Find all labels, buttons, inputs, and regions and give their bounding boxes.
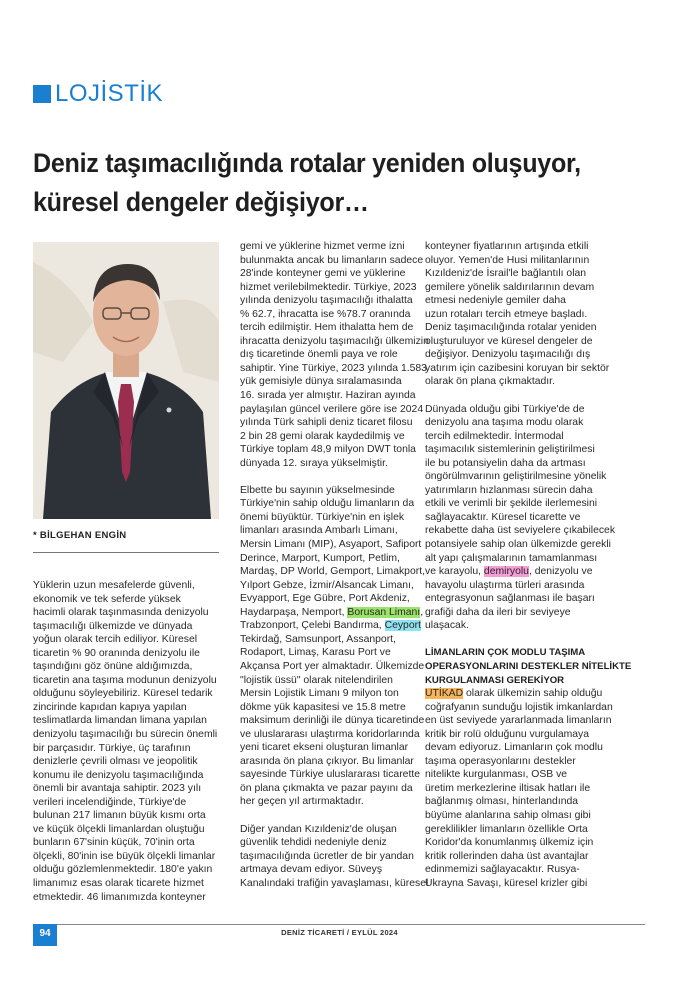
text-line: edinmemizi sağlayacaktır. Rusya-	[425, 864, 580, 876]
text-line: oluşturuluyor ve küresel dengeler de	[425, 335, 593, 347]
text-line: ticaretin ana taşıma modunun denizyolu	[33, 674, 217, 686]
text-line: taşıma operasyonlarını destekler	[425, 755, 576, 767]
text-line: Akçansa Port yer almaktadır. Ülkemizde	[240, 660, 425, 672]
text-line: ile bu potansiyelin daha da artması	[425, 457, 586, 469]
text-line: devam ediyoruz. Limanların çok modlu	[425, 742, 603, 754]
text-line: Ukrayna Savaşı, küresel krizler gibi	[425, 877, 588, 889]
text-line: Derince, Marport, Kumport, Petlim,	[240, 552, 400, 564]
text-line: Kızıldeniz'de İsrail'le bağlantılı olan	[425, 268, 587, 280]
text-line: ölçekli, 80'inin ise büyük ölçekli limanlar	[33, 850, 216, 862]
text-line: alt yapı çalışmalarının tamamlanması	[425, 552, 598, 564]
footer-divider	[57, 924, 645, 925]
column-3	[425, 240, 645, 890]
text-line: etmesi nedeniyle gemiler daha	[425, 295, 566, 307]
text-line: uzun rotaları tercih etmeye başladı.	[425, 308, 588, 320]
highlight-ceyport: Ceyport	[384, 620, 421, 632]
text-line: Mersin Limanı (MIP), Asyaport, Safiport	[240, 539, 422, 551]
text-line: büyüme alanlarına sahip olması gibi	[425, 809, 591, 821]
text-line: Tekirdağ, Samsunport, Assanport,	[240, 633, 396, 645]
page-number: 94	[39, 928, 51, 939]
text-line: ve küçük ölçekli limanlardan oluştuğu	[33, 823, 205, 835]
section-square-icon	[33, 85, 51, 103]
text-line: Rodaport, Limaş, Karasu Port ve	[240, 647, 391, 659]
text-line: etkili ve verimli bir şekilde ilerlemesini	[425, 498, 598, 510]
text-line: bir parçasıdır. Türkiye, üç tarafının	[33, 742, 191, 754]
text-line: ihracatta denizyolu taşımacılığı ülkemizin	[240, 335, 429, 347]
text-line: taşımacılık sistemlerinin geliştirilmesi	[425, 444, 595, 456]
text-line-highlight-utikad: UTİKAD olarak ülkemizin sahip olduğu	[425, 688, 603, 700]
text-line: yeni ticaret ekseni oluşturan limanlar	[240, 742, 409, 754]
text-line: ve uluslararası ulaştırma koridorlarında	[240, 728, 420, 740]
text-line: güvenlik tehdidi nedeniyle deniz	[240, 837, 387, 849]
highlight-borusan: Borusan Limanı	[347, 606, 421, 618]
text-line: denizyolu ana taşıma modu olarak	[425, 417, 584, 429]
text-line: paylaşılan güncel verilere göre ise 2024	[240, 403, 424, 415]
text-line: tercih edilmiştir. Hem ithalatta hem de	[240, 322, 414, 334]
text-line: konteyner fiyatlarının artışında etkili	[425, 241, 589, 252]
text-line: artmaya devam ediyor. Süveyş	[240, 864, 383, 876]
text-line: zincirinde kapıdan kapıya yapılan	[33, 701, 187, 713]
highlight-demiryolu: demiryolu	[483, 566, 529, 578]
text-line: bulunmakta ancak bu limanların sadece	[240, 254, 424, 266]
text-line: yük gemisiyle dünya sıralamasında	[240, 376, 402, 388]
magazine-issue: DENİZ TİCARETİ / EYLÜL 2024	[281, 928, 398, 937]
text-line: üretim merkezlerine iltisak hatları ile	[425, 782, 591, 794]
text-line: potansiyele sahip olan ülkemizde gerekli	[425, 539, 611, 551]
text-line: oluyor. Yemen'de Husi militanlarının	[425, 254, 590, 266]
column-2	[240, 240, 430, 890]
text-line: yatırımların hızlanması sürecin daha	[425, 484, 593, 496]
text-line: bunların 67'sinin küçük, 70'inin orta	[33, 837, 195, 849]
text-line: dış ticaretinde önemli paya ve role	[240, 349, 398, 361]
text-line: olduğu gözlemlenmektedir. 180'e yakın	[33, 864, 213, 876]
text-line: Türkiye toplam 48,9 milyon DWT tonla	[240, 444, 416, 456]
text-line: Yüklerin uzun mesafelerde güvenli,	[33, 580, 195, 591]
text-line: yoğun olarak tercih ediliyor. Küresel	[33, 634, 198, 646]
text-line: OPERASYONLARINI DESTEKLER NİTELİKTE	[425, 660, 632, 672]
text-line: 28'inde konteyner gemi ve yüklerine	[240, 268, 406, 280]
text-line: yılında Türk sahipli deniz ticaret filosu	[240, 417, 413, 429]
text-line: 2 bin 28 gemi olarak kaydedilmiş ve	[240, 430, 405, 442]
text-line: ekonomik ve tek seferde yüksek	[33, 593, 181, 605]
text-line: limanları arasında Ambarlı Limanı,	[240, 525, 398, 537]
text-line: gereklilikler limanların özellikle Orta	[425, 823, 588, 835]
text-line: en üst seviyede yararlanmada limanların	[425, 715, 612, 727]
text-line-highlight-ceyport: Trabzonport, Çelebi Bandırma, Ceyport	[240, 620, 421, 632]
text-line: maksimum derinliği ile dünya ticaretinde	[240, 715, 425, 727]
text-line: verileri incelendiğinde, Türkiye'de	[33, 796, 187, 808]
text-line: Evyapport, Ege Gübre, Port Akdeniz,	[240, 593, 410, 605]
text-line: taşındığını göz önüne aldığımızda,	[33, 661, 193, 673]
author-portrait-photo	[33, 242, 219, 519]
text-line: bulunan 217 limanın büyük kısmı orta	[33, 810, 206, 822]
text-line: kritik bir rolü olduğunu vurgulamaya	[425, 728, 590, 740]
text-line: taşımacılığı ülkemizde ve dünyada	[33, 620, 193, 632]
article-headline	[33, 144, 610, 222]
text-line: hacimli olarak taşınmasında denizyolu	[33, 607, 209, 619]
text-line: grafiği daha da ileri bir seviyeye	[425, 606, 571, 618]
text-line: olduğunu söyleyebiliriz. Küresel tedarik	[33, 688, 213, 700]
text-line: olarak ön plana çıkmaktadır.	[425, 376, 555, 388]
text-line: kritik rollerinden daha üst avantajlar	[425, 850, 589, 862]
text-line: sayesinde Türkiye uluslararası ticarette	[240, 769, 420, 781]
text-line: gemilere yönelik saldırılarının devam	[425, 281, 595, 293]
text-line: "lojistik üssü" olarak nitelendirilen	[240, 674, 393, 686]
text-line: değişiyor. Denizyolu taşımacılığı dış	[425, 349, 591, 361]
text-line: taşımacılığında ücretler de bir yandan	[240, 850, 414, 862]
text-line: dökme yük kapasitesi ve 15.8 metre	[240, 701, 406, 713]
text-line: Diğer yandan Kızıldeniz'de oluşan	[240, 823, 397, 835]
text-line: rekabette daha üst seviyelere çıkabilecek	[425, 525, 616, 537]
text-line: denizyolu taşımacılığı bu sürecin önemli	[33, 729, 218, 741]
text-line: yatırım için cazibesini koruyan bir sektör	[425, 362, 610, 374]
text-line: nitelikte kurgulanması, OSB ve	[425, 769, 568, 781]
headline-line-2: küresel dengeler değişiyor…	[33, 187, 369, 217]
section-label: LOJİSTİK	[55, 80, 164, 107]
text-line: limanımız esas olarak ticarete hizmet	[33, 878, 204, 890]
text-line: Koridor'da konumlanmış ülkemiz için	[425, 837, 594, 849]
text-line: konumu ile denizyolu taşımacılığında	[33, 769, 204, 781]
text-line: sağlayacaktır. Küresel ticarette ve	[425, 511, 581, 523]
text-line: Kanalındaki trafiğin yavaşlaması, küresel	[240, 877, 429, 889]
text-line: önemi büyüktür. Türkiye'nin en işlek	[240, 511, 405, 523]
text-line: Yılport Gebze, İzmir/Alsancak Limanı,	[240, 579, 414, 591]
text-line: LİMANLARIN ÇOK MODLU TAŞIMA	[425, 647, 586, 659]
text-line: 16. sırada yer almıştır. Haziran ayında	[240, 390, 416, 402]
text-line: ticaretin % 90 oranında denizyolu ile	[33, 647, 200, 659]
column-1	[33, 579, 223, 904]
text-line-highlight-demiryolu: ve karayolu, demiryolu, denizyolu ve	[425, 566, 593, 578]
text-line: havayolu ulaştırma türleri arasında	[425, 579, 585, 591]
text-line: Türkiye'nin sahip olduğu limanların da	[240, 498, 415, 510]
text-line: KURGULANMASI GEREKİYOR	[425, 674, 565, 686]
subheading	[425, 646, 645, 687]
text-line: Dünyada olduğu gibi Türkiye'de de	[425, 403, 585, 415]
highlight-utikad: UTİKAD	[425, 688, 464, 700]
text-line: coğrafyanın sunduğu lojistik imkanlardan	[425, 701, 613, 713]
text-line: Mersin Lojistik Limanı 9 milyon ton	[240, 688, 399, 700]
text-line: hizmet verilebilmektedir. Türkiye, 2023	[240, 281, 417, 293]
headline-line-1: Deniz taşımacılığında rotalar yeniden oluşuyor,	[33, 148, 581, 178]
section-tag	[33, 82, 163, 106]
text-line: sahiptir. Yine Türkiye, 2023 yılında 1.583	[240, 362, 427, 374]
text-line: etmektedir. 46 limanımızda konteyner	[33, 891, 206, 903]
text-line: Deniz taşımacılığında rotalar yeniden	[425, 322, 597, 334]
text-line: tercih edilmektedir. İntermodal	[425, 430, 564, 442]
photo-caption: * BİLGEHAN ENGİN	[33, 530, 127, 541]
text-line: önemli bir avantaja sahiptir. 2023 yılı	[33, 783, 202, 795]
text-line-highlight-borusan: Haydarpaşa, Nemport, Borusan Limanı,	[240, 606, 424, 618]
text-line: teslimatlarda limandan limana yapılan	[33, 715, 207, 727]
text-line: bağlanmış olması, hinterlandında	[425, 796, 579, 808]
text-line: yılında denizyolu taşımacılığı ithalatta	[240, 295, 413, 307]
text-line: gemi ve yüklerine hizmet verme izni	[240, 241, 405, 252]
text-line: Elbette bu sayının yükselmesinde	[240, 484, 395, 496]
text-line: Mardaş, DP World, Gemport, Limakport,	[240, 566, 425, 578]
text-line: ön plana çıkmakta ve pazar payını da	[240, 782, 413, 794]
text-line: öngörülmvarının geliştirilmesine yönelik	[425, 471, 607, 483]
text-line: her geçen yıl artırmaktadır.	[240, 796, 364, 808]
caption-divider	[33, 552, 219, 553]
text-line: % 62.7, ihracatta ise %78.7 oranında	[240, 308, 411, 320]
text-line: denizlerle çevrili olması ve jeopolitik	[33, 756, 198, 768]
text-line: arasında ön plana çıkıyor. Bu limanlar	[240, 755, 414, 767]
text-line: entegrasyonun sağlanması ile başarı	[425, 593, 595, 605]
text-line: dünyada 12. sıraya yükselmiştir.	[240, 457, 388, 469]
text-line: ulaşacak.	[425, 620, 469, 632]
portrait-illustration-icon	[33, 242, 219, 519]
